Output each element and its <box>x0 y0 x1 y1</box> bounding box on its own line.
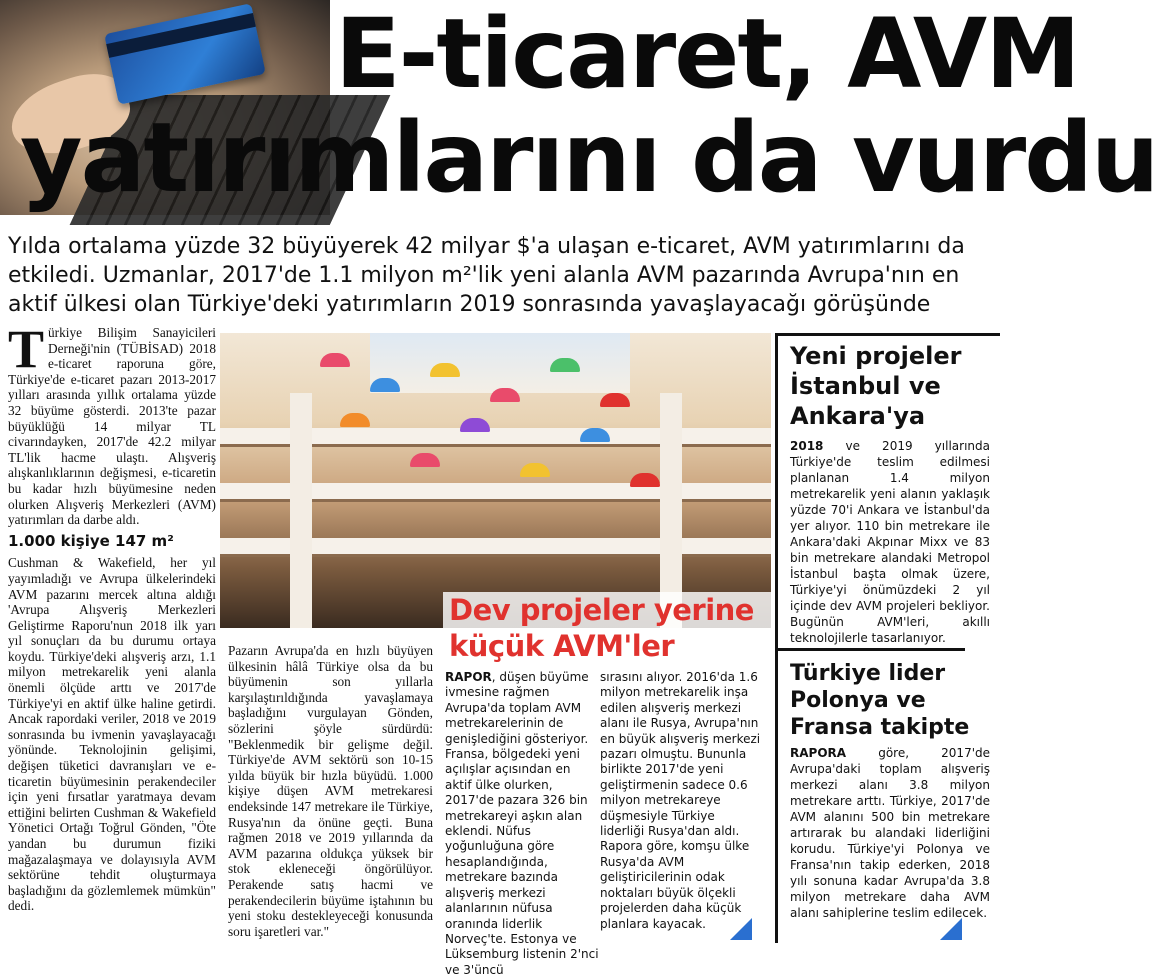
sidebar-top-rule <box>775 333 1000 336</box>
corner-marker <box>730 918 752 940</box>
headline <box>0 0 1157 220</box>
feature-column-2 <box>600 670 762 932</box>
intro-paragraph: ürkiye Bilişim Sanayicileri Derneği'nin (TÜBİSAD) 2018 e-ticaret raporuna göre, Türkiye'de e-ticaret pazarı 2013-2017 yılları arasında yıllık ortalama yüzde 32 büyüme gösterdi. 2013'te pazar büyüklüğü 14 milyar TL civarındayken, 2017'de 42.2 milyar TL'lik hacme ulaştı. Alışveriş alışkanlıklarının değişmesi, e-ticaretin bu kadar hızlı büyümesine neden olurken Alışveriş Merkezleri (AVM) yatırımları da darbe aldı. <box>8 325 216 528</box>
feature-lead: RAPOR <box>445 670 492 684</box>
sidebar-2-body: göre, 2017'de Avrupa'daki toplam alışveriş merkezi alanı 3.8 milyon metrekare arttı. Türkiye, 2017'de AVM alanını 500 bin metrekare artırarak bu alandaki liderliğini korudu. Türkiye'yi Polonya ve Fransa'nın takip ederken, 2018 yılı sonuna kadar Avrupa'da 3.8 milyon metrekare daha AVM alanı sahiplerine teslim edilecek. <box>790 746 990 920</box>
corner-marker <box>940 918 962 940</box>
sidebar-1-lead: 2018 <box>790 439 824 453</box>
sidebar-2-lead: RAPORA <box>790 746 847 760</box>
deck-summary: Yılda ortalama yüzde 32 büyüyerek 42 milyar $'a ulaşan e-ticaret, AVM yatırımlarını da etkiledi. Uzmanlar, 2017'de 1.1 milyon m²'lik yeni alanla AVM pazarında Avrupa'nın en aktif ülkesi olan Türkiye'deki yatırımların 2019 sonrasında yavaşlayacağı görüşünde <box>8 234 965 317</box>
feature-column-1 <box>445 670 600 978</box>
sidebar-1-text <box>790 438 990 646</box>
feature-column-2-body: sırasını alıyor. 2016'da 1.6 milyon metrekarelik inşa edilen alışveriş merkezi alanı ile Rusya, Avrupa'nın en büyük alışveriş merkezi pazarı olmuştu. Bununla birlikte 2017'de yeni geliştirmenin sadece 0.6 milyon metrekareye düşmesiyle Türkiye liderliği Rusya'dan aldı. Rapora göre, komşu ülke Rusya'da AVM geliştiricilerinin odak noktaları büyük ölçekli projelerden daha küçük planlara kayacak. <box>600 670 761 931</box>
subhead: 1.000 kişiye 147 m² <box>8 531 174 550</box>
feature-title: Dev projeler yerine küçük AVM'ler <box>443 592 775 664</box>
column-2-body: Pazarın Avrupa'da en hızlı büyüyen ülkesinin hâlâ Türkiye olsa da bu büyümenin son yıllarla karşılaştırıldığında yavaşlamaya başladığını vurgulayan Gönden, sözlerini şöyle sürdürdü: "Beklenmedik bir gelişme değil. Türkiye'de AVM sektörü son 10-15 yılda büyük bir hızla büyüdü. 1.000 kişiye düşen AVM metrekaresi endeksinde 147 metrekare ile Türkiye, Rusya'nın da önüne geçti. Buna rağmen 2018 ve 2019 yıllarında da AVM pazarına oldukça yüksek bir stok ekleneceği öngörülüyor. Perakende satış hacmi ve perakendecilerin büyüme iştahının bu yeni stoku destekleyeceği konusunda soru işaretleri var." <box>228 643 433 939</box>
column-1-body: Cushman & Wakefield, her yıl yayımladığı ve Avrupa ülkelerindeki AVM pazarını mercek altına aldığı 'Avrupa Alışveriş Merkezleri Geliştirme Raporu'nun 2018 ilk yarı yıl sonuçları da bu durumu ortaya koydu. Türkiye'deki alışveriş arzı, 1.1 milyon metrekarelik yeni alanla önemli ölçüde arttı ve 2017'de Türkiye'yi en aktif ülke haline getirdi. Ancak rapordaki veriler, 2018 ve 2019 sonrasında bu ivmenin yavaşlayacağı yönünde. Teknolojinin gelişimi, değişen tüketici davranışları ve e-ticaretin büyümesinin perakendeciler için yeni fırsatlar yaratmaya devam ettiğini belirten Cushman & Wakefield Yönetici Ortağı Toğrul Gönden, "Öte yandan bu durumun fiziki mağazalaşmaya ve dolayısıyla AVM sektörüne tehdit oluşturmaya başladığını da gözlemlemek mümkün" dedi. <box>8 555 216 914</box>
sidebar-1-title: Yeni projeler İstanbul ve Ankara'ya <box>790 342 962 430</box>
headline-line-1: E-ticaret, AVM <box>335 0 1079 110</box>
drop-cap: T <box>8 319 45 379</box>
sidebar-2-title: Türkiye lider Polonya ve Fransa takipte <box>790 661 970 740</box>
sidebar-1-body: ve 2019 yıllarında Türkiye'de teslim edilmesi planlanan 1.4 milyon metrekarelik yeni alanın yaklaşık yüzde 70'i Ankara ve İstanbul'da yer alıyor. 110 bin metrekare ile Ankara'daki Akpınar Mixx ve 83 bin metrekare alandaki Metropol İstanbul başta olmak üzere, Türkiye'yi önümüzdeki 2 yıl içinde dev AVM projeleri bekliyor. Bugünün AVM'leri, akıllı teknolojilerle tasarlanıyor. <box>790 439 990 645</box>
article-column-1 <box>8 319 216 914</box>
sidebar-left-rule <box>775 333 778 943</box>
sidebar-2-text <box>790 745 990 921</box>
feature-column-1-body: , düşen büyüme ivmesine rağmen Avrupa'da toplam AVM metrekarelerinin de genişlediğini gösteriyor. Fransa, bölgedeki yeni açılışlar açısından en aktif ülke olurken, 2017'de pazara 326 bin metrekareyi aşkın alan eklendi. Nüfus yoğunluğuna göre hesaplandığında, metrekare bazında alışveriş merkezi alanlarının nüfusa oranında liderlik Norveç'te. Estonya ve Lüksemburg listenin 2'nci ve 3'üncü <box>445 670 599 977</box>
article-column-2 <box>228 643 433 939</box>
sidebar-divider <box>775 648 965 651</box>
headline-line-2: yatırımlarını da vurdu <box>20 102 1157 214</box>
mall-photo <box>220 333 771 628</box>
